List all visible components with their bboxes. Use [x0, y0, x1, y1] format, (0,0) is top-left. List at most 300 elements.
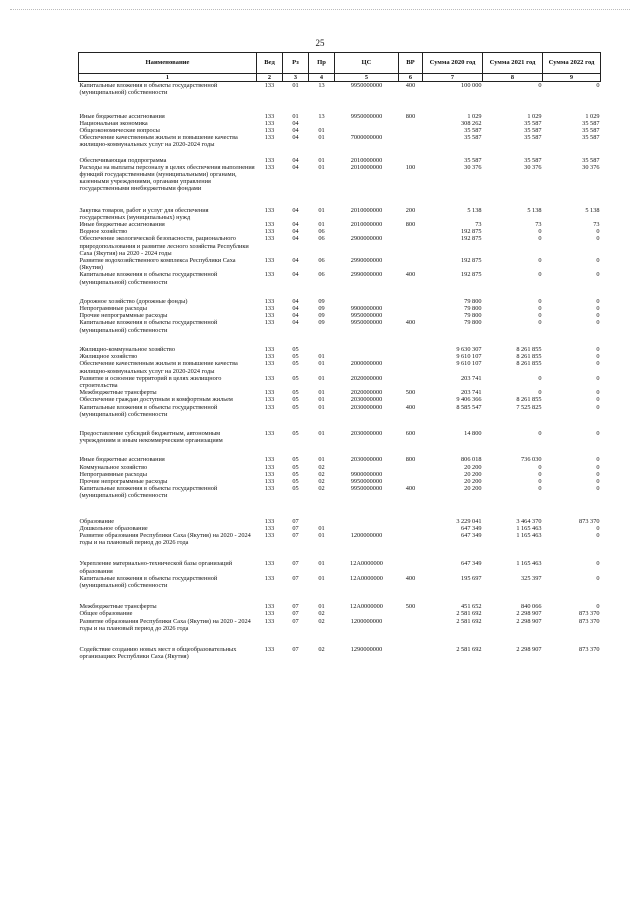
row-sum-2020: 79 800 — [464, 319, 482, 327]
row-vr — [399, 127, 423, 134]
row-ved: 133 — [264, 531, 275, 539]
row-ved: 133 — [264, 112, 275, 120]
row-cs: 2030000000 — [350, 429, 383, 437]
table-row — [79, 375, 601, 389]
table-row — [79, 346, 601, 353]
row-vr — [399, 532, 423, 560]
row-sum-2022: 0 — [596, 470, 600, 478]
row-vr — [399, 525, 423, 532]
table-row — [79, 319, 601, 345]
row-pr: 09 — [318, 312, 325, 320]
row-vr: 400 — [405, 403, 416, 411]
row-cs: 2030000000 — [350, 396, 383, 404]
row-pr — [309, 518, 335, 525]
row-ved: 133 — [264, 163, 275, 171]
row-sum-2020: 192 875 — [461, 228, 482, 236]
row-vr — [399, 560, 423, 574]
row-pr: 06 — [318, 228, 325, 236]
row-vr: 200 — [405, 206, 416, 214]
row-cs: 12А0000000 — [350, 560, 383, 568]
row-name: Общее образование — [79, 610, 133, 618]
row-ved: 133 — [264, 574, 275, 582]
table-body — [79, 82, 601, 661]
row-rz: 05 — [292, 396, 299, 404]
table-row — [79, 257, 601, 271]
row-cs — [335, 353, 399, 360]
row-name: Общеэкономические вопросы — [79, 127, 160, 135]
row-ved: 133 — [264, 82, 275, 90]
header-sum-2020: Сумма 2020 год — [423, 53, 483, 74]
row-name: Иные бюджетные ассигнования — [79, 112, 165, 120]
table-row — [79, 134, 601, 156]
table-row — [79, 430, 601, 456]
table-row — [79, 312, 601, 319]
row-rz: 04 — [292, 119, 299, 127]
table-row — [79, 478, 601, 485]
row-ved: 133 — [264, 235, 275, 243]
row-name: Иные бюджетные ассигнования — [79, 221, 165, 229]
row-sum-2021: 0 — [538, 470, 542, 478]
row-cs: 2020000000 — [350, 374, 383, 382]
row-rz: 04 — [292, 312, 299, 320]
row-sum-2020: 20 200 — [464, 477, 482, 485]
row-vr: 100 — [405, 163, 416, 171]
row-sum-2020: 203 741 — [461, 389, 482, 397]
row-sum-2021: 0 — [538, 228, 542, 236]
row-name: Капитальные вложения в объекты государственной (муниципальной) собственности — [79, 485, 218, 500]
row-cs: 1200000000 — [350, 531, 383, 539]
row-sum-2021: 1 029 — [527, 112, 542, 120]
row-sum-2021: 1 165 463 — [516, 560, 542, 568]
row-sum-2020: 9 610 107 — [456, 360, 482, 368]
row-rz: 05 — [292, 345, 299, 353]
row-vr — [399, 228, 423, 235]
row-pr: 01 — [318, 456, 325, 464]
row-sum-2020: 79 800 — [464, 312, 482, 320]
row-name: Расходы на выплаты персоналу в целях обеспечения выполнения функций государственными (муниципальными) органами, казенными учреждениями, органами управления государственными внебюджетными фондами — [79, 163, 255, 193]
row-sum-2020: 9 610 107 — [456, 353, 482, 361]
column-number: 8 — [483, 74, 543, 82]
row-name: Иные бюджетные ассигнования — [79, 456, 165, 464]
row-sum-2020: 192 875 — [461, 257, 482, 265]
row-sum-2020: 3 229 041 — [456, 517, 482, 525]
row-sum-2020: 14 800 — [464, 429, 482, 437]
row-sum-2022: 0 — [596, 257, 600, 265]
row-sum-2022: 0 — [596, 374, 600, 382]
row-vr — [399, 360, 423, 374]
row-vr — [399, 257, 423, 271]
row-cs: 1200000000 — [350, 617, 383, 625]
row-ved: 133 — [264, 456, 275, 464]
row-name: Межбюджетные трансферты — [79, 389, 157, 397]
row-sum-2022: 5 138 — [585, 206, 600, 214]
row-sum-2020: 20 200 — [464, 470, 482, 478]
row-sum-2021: 8 261 855 — [516, 353, 542, 361]
row-pr: 01 — [318, 353, 325, 361]
table-row — [79, 305, 601, 312]
row-sum-2022: 35 587 — [582, 156, 600, 164]
table-row — [79, 618, 601, 646]
row-sum-2022: 35 587 — [582, 119, 600, 127]
header-vr: ВР — [399, 53, 423, 74]
row-name: Обеспечение качественным жильем и повышение качества жилищно-коммунальных услуг на 2020-2024 годы — [79, 360, 238, 375]
table-row — [79, 646, 601, 660]
row-sum-2022: 0 — [596, 560, 600, 568]
row-name: Коммунальное хозяйство — [79, 463, 148, 471]
row-sum-2020: 308 262 — [461, 119, 482, 127]
row-name: Обеспечение граждан доступным и комфортным жильем — [79, 396, 233, 404]
row-sum-2021: 0 — [538, 429, 542, 437]
row-pr: 02 — [318, 610, 325, 618]
column-number: 3 — [283, 74, 309, 82]
row-sum-2022: 0 — [596, 305, 600, 313]
row-rz: 04 — [292, 206, 299, 214]
row-ved: 133 — [264, 353, 275, 361]
table-row — [79, 82, 601, 113]
row-sum-2020: 8 585 547 — [456, 403, 482, 411]
row-rz: 07 — [292, 574, 299, 582]
row-sum-2022: 0 — [596, 319, 600, 327]
row-vr: 600 — [405, 429, 416, 437]
row-cs: 2030000000 — [350, 403, 383, 411]
table-row — [79, 575, 601, 603]
row-sum-2022: 0 — [596, 345, 600, 353]
table-row — [79, 471, 601, 478]
row-sum-2022: 0 — [596, 463, 600, 471]
table-row — [79, 353, 601, 360]
row-cs — [335, 610, 399, 617]
row-rz: 05 — [292, 353, 299, 361]
row-cs — [335, 120, 399, 127]
table-row — [79, 360, 601, 374]
row-cs: 2020000000 — [350, 389, 383, 397]
row-sum-2021: 840 066 — [521, 603, 542, 611]
row-sum-2022: 0 — [596, 297, 600, 305]
row-sum-2021: 0 — [538, 271, 542, 279]
row-name: Капитальные вложения в объекты государственной (муниципальной) собственности — [79, 574, 218, 589]
row-rz: 04 — [292, 127, 299, 135]
row-cs: 9950000000 — [350, 477, 383, 485]
row-sum-2020: 2 581 692 — [456, 617, 482, 625]
row-sum-2022: 0 — [596, 531, 600, 539]
row-name: Межбюджетные трансферты — [79, 603, 157, 611]
row-name: Образование — [79, 517, 115, 525]
row-name: Водное хозяйство — [79, 228, 128, 236]
row-vr — [399, 353, 423, 360]
row-rz: 01 — [292, 112, 299, 120]
row-cs: 2990000000 — [350, 271, 383, 279]
row-ved: 133 — [264, 485, 275, 493]
header-cs: ЦС — [335, 53, 399, 74]
table-row — [79, 120, 601, 127]
row-pr: 01 — [318, 360, 325, 368]
row-name: Обеспечение качественным жильем и повышение качества жилищно-коммунальных услуг на 2020-2024 годы — [79, 134, 238, 149]
table-row — [79, 518, 601, 525]
row-vr — [399, 618, 423, 646]
row-sum-2022: 0 — [596, 524, 600, 532]
row-sum-2020: 35 587 — [464, 134, 482, 142]
row-cs — [335, 298, 399, 305]
row-sum-2021: 0 — [538, 235, 542, 243]
row-sum-2020: 647 349 — [461, 531, 482, 539]
row-sum-2021: 2 298 907 — [516, 645, 542, 653]
row-rz: 07 — [292, 603, 299, 611]
row-sum-2020: 451 652 — [461, 603, 482, 611]
table-row — [79, 298, 601, 305]
row-cs: 9950000000 — [350, 82, 383, 90]
row-sum-2022: 0 — [596, 456, 600, 464]
row-name: Национальная экономика — [79, 119, 148, 127]
column-number: 7 — [423, 74, 483, 82]
scan-top-edge — [10, 9, 630, 10]
row-sum-2020: 2 581 692 — [456, 645, 482, 653]
row-vr — [399, 610, 423, 617]
row-name: Прочие непрограммные расходы — [79, 312, 168, 320]
row-rz: 05 — [292, 463, 299, 471]
row-pr: 02 — [318, 470, 325, 478]
row-rz: 05 — [292, 360, 299, 368]
row-ved: 133 — [264, 645, 275, 653]
row-cs: 2010000000 — [350, 206, 383, 214]
column-number: 9 — [543, 74, 601, 82]
row-vr — [399, 518, 423, 525]
row-ved: 133 — [264, 345, 275, 353]
row-cs: 9950000000 — [350, 485, 383, 493]
row-rz: 07 — [292, 517, 299, 525]
row-rz: 07 — [292, 617, 299, 625]
row-vr — [399, 346, 423, 353]
row-pr: 01 — [318, 603, 325, 611]
row-rz: 04 — [292, 271, 299, 279]
row-ved: 133 — [264, 319, 275, 327]
row-pr: 01 — [318, 389, 325, 397]
row-sum-2021: 0 — [538, 257, 542, 265]
row-sum-2022: 0 — [596, 82, 600, 90]
table-row — [79, 456, 601, 463]
header-ved: Вед — [257, 53, 283, 74]
row-vr: 800 — [405, 112, 416, 120]
row-vr — [399, 464, 423, 471]
row-cs: 7000000000 — [350, 134, 383, 142]
row-sum-2021: 5 138 — [527, 206, 542, 214]
row-sum-2020: 192 875 — [461, 235, 482, 243]
header-sum-2022: Сумма 2022 год — [543, 53, 601, 74]
row-sum-2020: 1 029 — [467, 112, 482, 120]
header-row — [79, 53, 601, 74]
row-vr: 800 — [405, 221, 416, 229]
row-cs — [335, 127, 399, 134]
row-sum-2021: 1 165 463 — [516, 531, 542, 539]
row-pr — [309, 346, 335, 353]
row-pr: 09 — [318, 319, 325, 327]
row-pr: 06 — [318, 235, 325, 243]
row-rz: 07 — [292, 531, 299, 539]
row-name: Содействие созданию новых мест в общеобразовательных организациях Республики Саха (Якутия) — [79, 645, 237, 661]
row-ved: 133 — [264, 119, 275, 127]
row-sum-2020: 203 741 — [461, 374, 482, 382]
row-pr: 01 — [318, 396, 325, 404]
table-row — [79, 560, 601, 574]
row-cs — [335, 228, 399, 235]
row-vr: 800 — [405, 456, 416, 464]
row-sum-2021: 0 — [538, 82, 542, 90]
row-cs: 9900000000 — [350, 305, 383, 313]
row-vr: 400 — [405, 485, 416, 493]
row-name: Предоставление субсидий бюджетным, автономным учреждениям и иным некоммерческим организациям — [79, 429, 223, 445]
table-row — [79, 164, 601, 207]
row-sum-2020: 192 875 — [461, 271, 482, 279]
row-sum-2022: 0 — [596, 603, 600, 611]
row-vr: 500 — [405, 389, 416, 397]
row-cs: 2010000000 — [350, 163, 383, 171]
row-sum-2020: 647 349 — [461, 560, 482, 568]
row-sum-2022: 873 370 — [579, 617, 600, 625]
page-number: 25 — [315, 38, 325, 48]
row-sum-2020: 79 800 — [464, 305, 482, 313]
row-sum-2021: 325 397 — [521, 574, 542, 582]
table-row — [79, 207, 601, 221]
row-cs: 2030000000 — [350, 456, 383, 464]
table-row — [79, 404, 601, 430]
row-rz: 07 — [292, 524, 299, 532]
row-sum-2020: 30 376 — [464, 163, 482, 171]
row-name: Укрепление материально-технической базы организаций образования — [79, 560, 233, 575]
row-ved: 133 — [264, 524, 275, 532]
row-sum-2021: 8 261 855 — [516, 360, 542, 368]
row-sum-2022: 35 587 — [582, 127, 600, 135]
row-ved: 133 — [264, 403, 275, 411]
row-vr: 400 — [405, 82, 416, 90]
row-sum-2020: 79 800 — [464, 297, 482, 305]
row-sum-2021: 0 — [538, 463, 542, 471]
row-sum-2021: 73 — [535, 221, 542, 229]
row-ved: 133 — [264, 389, 275, 397]
row-rz: 05 — [292, 403, 299, 411]
row-rz: 05 — [292, 456, 299, 464]
row-sum-2022: 0 — [596, 389, 600, 397]
row-sum-2022: 873 370 — [579, 517, 600, 525]
row-pr: 01 — [318, 163, 325, 171]
column-number: 4 — [309, 74, 335, 82]
row-ved: 133 — [264, 463, 275, 471]
row-sum-2021: 1 165 463 — [516, 524, 542, 532]
row-pr: 01 — [318, 156, 325, 164]
row-cs — [335, 464, 399, 471]
row-vr: 400 — [405, 574, 416, 582]
row-name: Развитие образования Республики Саха (Якутия) на 2020 - 2024 годы и на плановый период до 2026 года — [79, 531, 251, 547]
table-row — [79, 235, 601, 257]
row-cs: 9950000000 — [350, 312, 383, 320]
row-cs — [335, 346, 399, 353]
row-pr: 01 — [318, 221, 325, 229]
row-ved: 133 — [264, 221, 275, 229]
header-pr: Пр — [309, 53, 335, 74]
row-pr: 06 — [318, 271, 325, 279]
row-pr: 01 — [318, 524, 325, 532]
row-ved: 133 — [264, 517, 275, 525]
row-vr: 400 — [405, 319, 416, 327]
row-vr — [399, 646, 423, 660]
row-pr: 13 — [318, 82, 325, 90]
table-row — [79, 228, 601, 235]
row-rz: 04 — [292, 235, 299, 243]
row-vr — [399, 235, 423, 257]
row-pr: 01 — [318, 403, 325, 411]
row-sum-2021: 0 — [538, 305, 542, 313]
column-number: 2 — [257, 74, 283, 82]
row-ved: 133 — [264, 134, 275, 142]
column-number: 1 — [79, 74, 257, 82]
row-sum-2022: 873 370 — [579, 610, 600, 618]
row-sum-2020: 5 138 — [467, 206, 482, 214]
row-sum-2020: 73 — [475, 221, 482, 229]
row-ved: 133 — [264, 312, 275, 320]
row-name: Обеспечение экологической безопасности, рационального природопользования и развитие лесного хозяйства Республики Саха (Якутия) на 2020 - 2024 годы — [79, 235, 249, 257]
table-row — [79, 532, 601, 560]
row-sum-2021: 35 587 — [524, 134, 542, 142]
row-rz: 05 — [292, 429, 299, 437]
row-vr — [399, 471, 423, 478]
budget-table — [78, 52, 601, 660]
row-ved: 133 — [264, 610, 275, 618]
row-ved: 133 — [264, 127, 275, 135]
row-sum-2020: 9 630 307 — [456, 345, 482, 353]
row-rz: 05 — [292, 477, 299, 485]
row-ved: 133 — [264, 617, 275, 625]
row-pr: 02 — [318, 485, 325, 493]
column-number-row — [79, 74, 601, 82]
row-vr — [399, 375, 423, 389]
row-name: Закупка товаров, работ и услуг для обеспечения государственных (муниципальных) нужд — [79, 206, 209, 221]
row-pr: 01 — [318, 127, 325, 135]
row-cs — [335, 525, 399, 532]
row-name: Обеспечивающая подпрограмма — [79, 156, 167, 164]
row-cs: 9950000000 — [350, 319, 383, 327]
row-cs: 9900000000 — [350, 470, 383, 478]
row-sum-2022: 0 — [596, 485, 600, 493]
table-row — [79, 610, 601, 617]
row-ved: 133 — [264, 228, 275, 236]
row-cs: 2990000000 — [350, 257, 383, 265]
row-ved: 133 — [264, 374, 275, 382]
row-cs: 2010000000 — [350, 156, 383, 164]
row-ved: 133 — [264, 305, 275, 313]
row-sum-2020: 20 200 — [464, 485, 482, 493]
row-sum-2021: 0 — [538, 477, 542, 485]
row-pr: 02 — [318, 617, 325, 625]
row-pr: 06 — [318, 257, 325, 265]
row-pr: 13 — [318, 112, 325, 120]
row-cs: 2900000000 — [350, 235, 383, 243]
row-sum-2022: 873 370 — [579, 645, 600, 653]
row-sum-2022: 30 376 — [582, 163, 600, 171]
row-sum-2022: 0 — [596, 477, 600, 485]
row-name: Дорожное хозяйство (дорожные фонды) — [79, 297, 188, 305]
row-pr: 01 — [318, 574, 325, 582]
row-pr: 02 — [318, 463, 325, 471]
row-rz: 04 — [292, 305, 299, 313]
table-row — [79, 113, 601, 120]
row-ved: 133 — [264, 477, 275, 485]
row-pr: 09 — [318, 305, 325, 313]
row-cs — [335, 518, 399, 525]
row-sum-2021: 35 587 — [524, 127, 542, 135]
row-sum-2021: 0 — [538, 319, 542, 327]
table-row — [79, 271, 601, 297]
row-ved: 133 — [264, 271, 275, 279]
row-name: Дошкольное образование — [79, 524, 148, 532]
row-ved: 133 — [264, 470, 275, 478]
